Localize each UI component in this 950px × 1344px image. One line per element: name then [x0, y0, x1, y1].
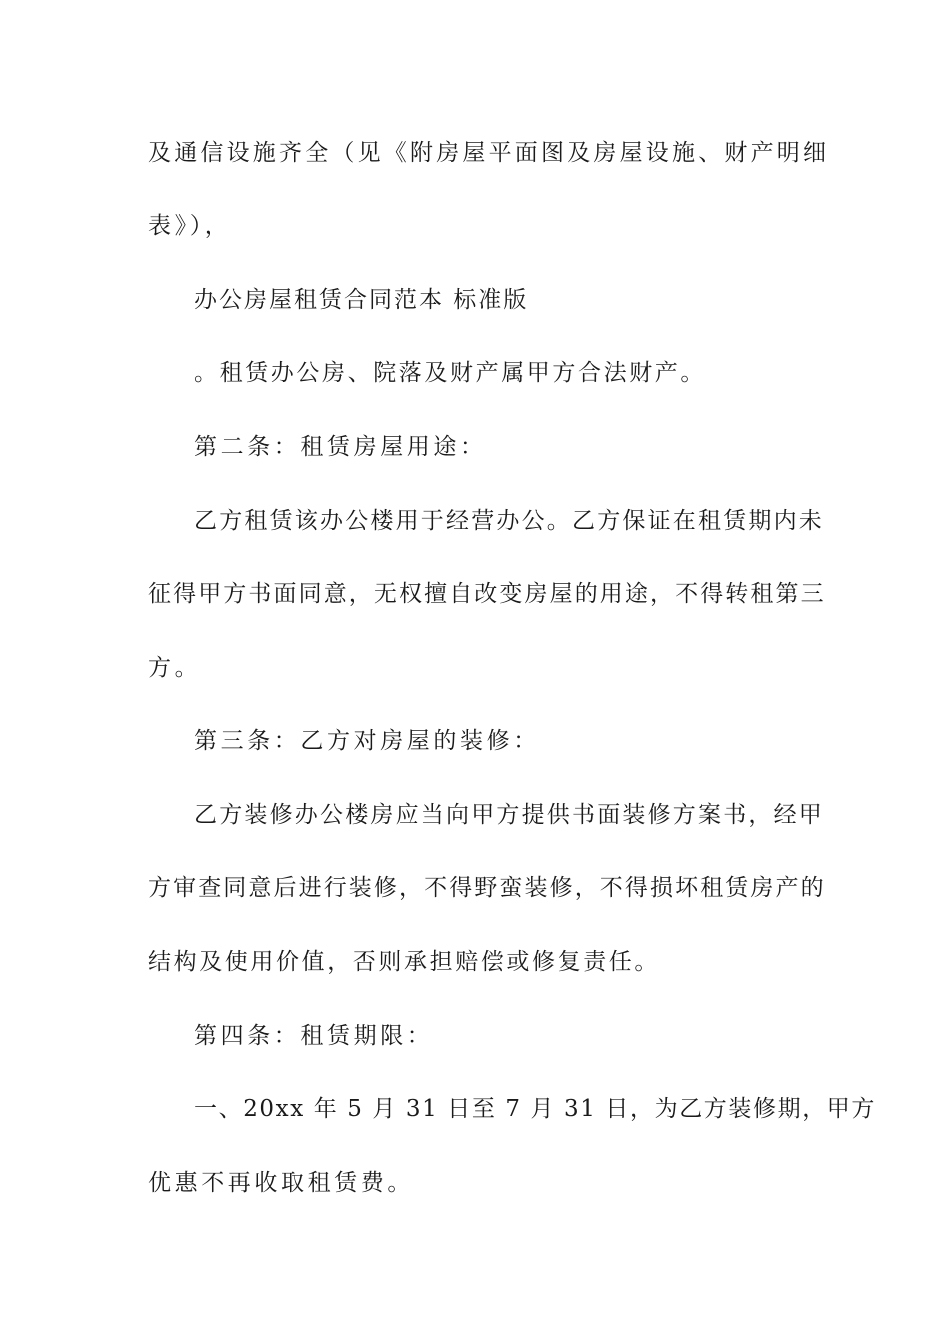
- text-line-15: 优惠不再收取租赁费。: [148, 1170, 414, 1196]
- article-4-heading: 第四条：租赁期限：: [194, 1023, 434, 1049]
- text-line-10: 乙方装修办公楼房应当向甲方提供书面装修方案书，经甲: [194, 802, 824, 828]
- text-line-8: 方。: [148, 655, 202, 681]
- text-line-12: 结构及使用价值，否则承担赔偿或修复责任。: [148, 949, 660, 975]
- text-line-14: 一、20xx 年 5 月 31 日至 7 月 31 日，为乙方装修期，甲方: [194, 1096, 877, 1122]
- document-title: 办公房屋租赁合同范本 标准版: [194, 287, 529, 313]
- text-line-11: 方审查同意后进行装修，不得野蛮装修，不得损坏租赁房产的: [148, 875, 826, 901]
- text-line-2: 表》），: [148, 213, 232, 239]
- text-line-4: 。租赁办公房、院落及财产属甲方合法财产。: [194, 360, 706, 386]
- text-line-7: 征得甲方书面同意，无权擅自改变房屋的用途，不得转租第三: [148, 581, 826, 607]
- text-line-1: 及通信设施齐全（见《附房屋平面图及房屋设施、财产明细: [148, 140, 830, 166]
- text-line-6: 乙方租赁该办公楼用于经营办公。乙方保证在租赁期内未: [194, 508, 824, 534]
- article-3-heading: 第三条：乙方对房屋的装修：: [194, 728, 540, 754]
- article-2-heading: 第二条：租赁房屋用途：: [194, 434, 487, 460]
